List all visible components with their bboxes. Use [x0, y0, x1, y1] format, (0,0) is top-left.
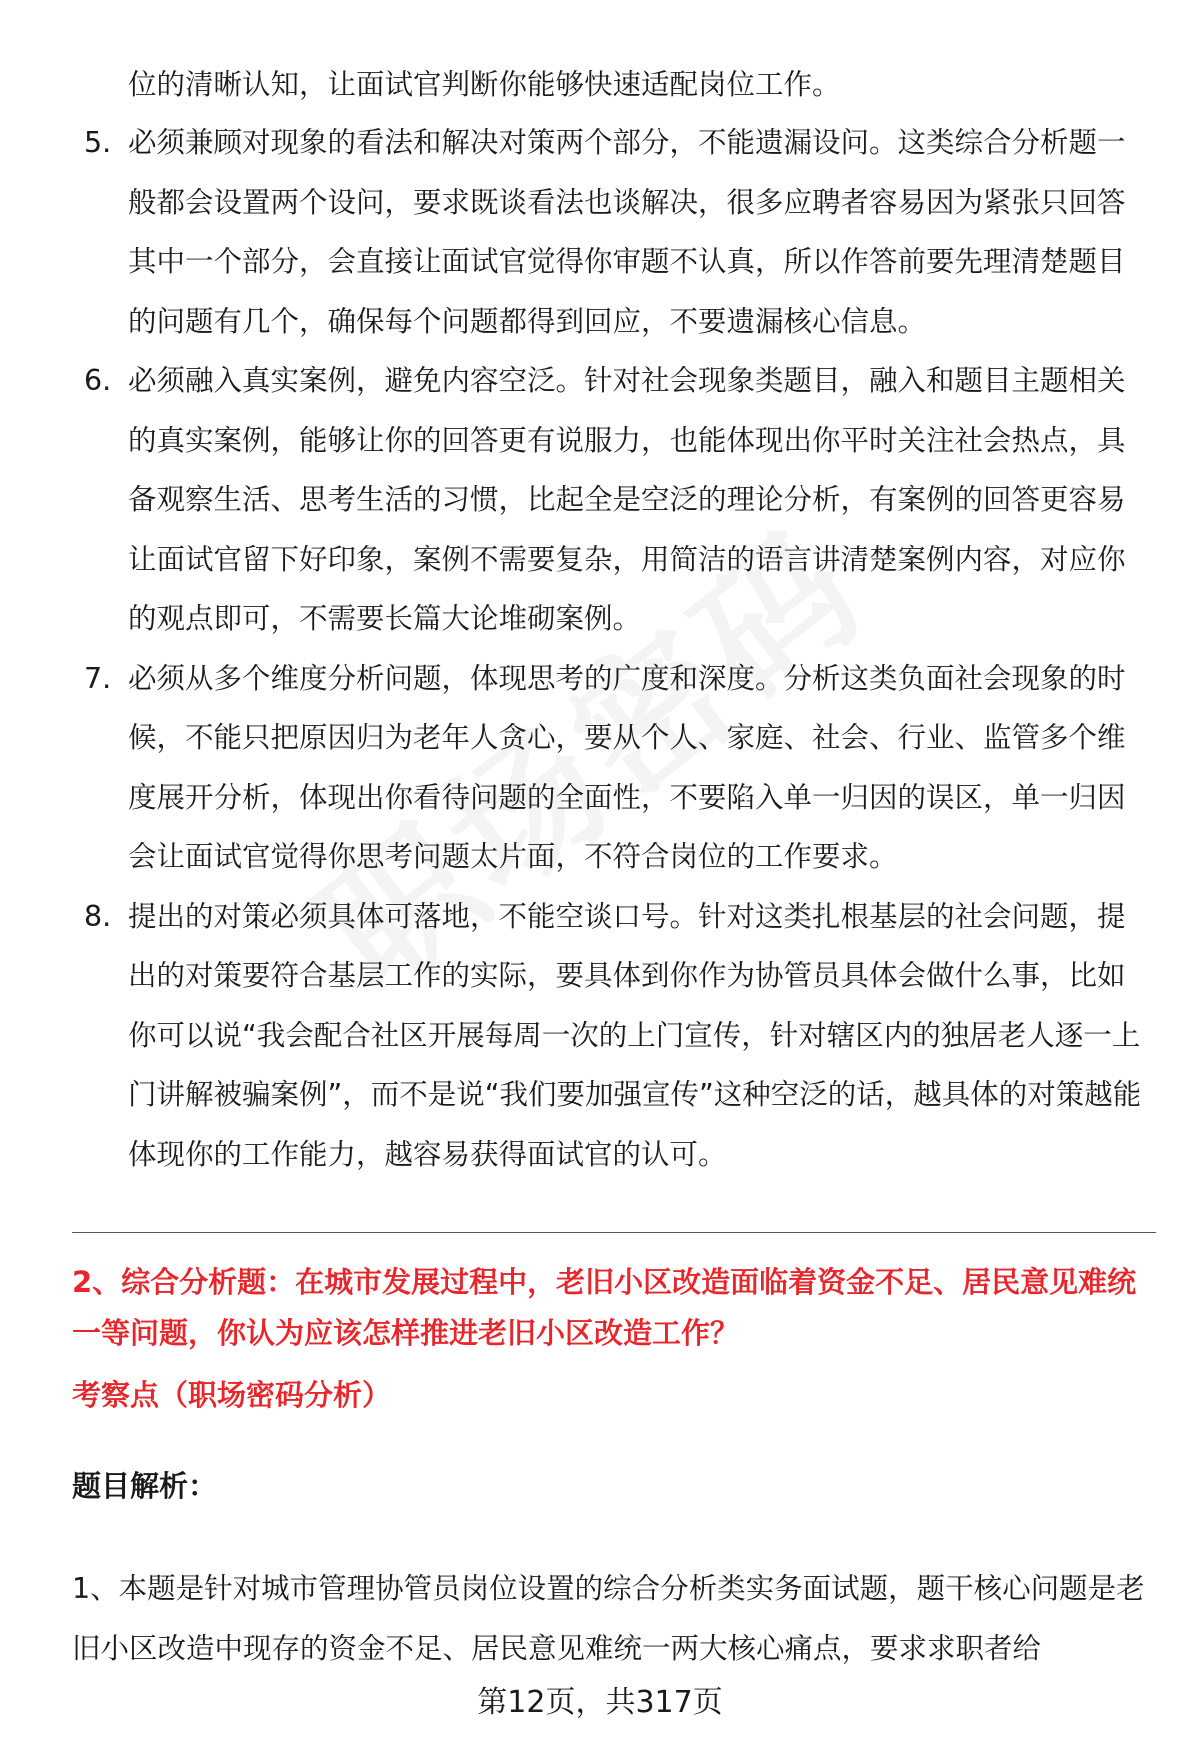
- analysis-paragraph: 1、本题是针对城市管理协管员岗位设置的综合分析类实务面试题，题干核心问题是老旧小区改造中现存的资金不足、居民意见难统一两大核心痛点，要求求职者给: [72, 1572, 1145, 1665]
- list-item-5: [0, 113, 1148, 351]
- list-number: 8.: [84, 899, 112, 933]
- exam-point-heading: 考察点（职场密码分析）: [72, 1378, 392, 1412]
- list-item-text: 必须兼顾对现象的看法和解决对策两个部分，不能遗漏设问。这类综合分析题一般都会设置两个设问，要求既谈看法也谈解决，很多应聘者容易因为紧张只回答其中一个部分，会直接让面试官觉得你审题不认真，所以作答前要先理清楚题目的问题有几个，确保每个问题都得到回应，不要遗漏核心信息。: [128, 126, 1126, 338]
- list-item-7: [0, 649, 1148, 887]
- list-item-6: [0, 351, 1148, 649]
- list-item-text: 提出的对策必须具体可落地，不能空谈口号。针对这类扎根基层的社会问题，提出的对策要符合基层工作的实际，要具体到你作为协管员具体会做什么事，比如你可以说“我会配合社区开展每周一次的上门宣传，针对辖区内的独居老人逐一上门讲解被骗案例”，而不是说“我们要加强宣传”这种空泛的话，越具体的对策越能体现你的工作能力，越容易获得面试官的认可。: [128, 899, 1142, 1171]
- list-item-text: 必须融入真实案例，避免内容空泛。针对社会现象类题目，融入和题目主题相关的真实案例，能够让你的回答更有说服力，也能体现出你平时关注社会热点，具备观察生活、思考生活的习惯，比起全是空泛的理论分析，有案例的回答更容易让面试官留下好印象，案例不需要复杂，用简洁的语言讲清楚案例内容，对应你的观点即可，不需要长篇大论堆砌案例。: [128, 364, 1126, 635]
- list-number: 5.: [84, 126, 112, 159]
- list-item-8: [0, 887, 1148, 1185]
- continuation-line: 位的清晰认知，让面试官判断你能够快速适配岗位工作。: [128, 68, 841, 101]
- list-number: 7.: [84, 661, 112, 695]
- question-title: 2、综合分析题：在城市发展过程中，老旧小区改造面临着资金不足、居民意见难统一等问题，你认为应该怎样推进老旧小区改造工作？: [72, 1265, 1137, 1350]
- page-footer: 第12页，共317页: [477, 1685, 723, 1720]
- numbered-list: [0, 113, 1160, 1184]
- section-divider: [72, 1232, 1156, 1233]
- list-item-text: 必须从多个维度分析问题，体现思考的广度和深度。分析这类负面社会现象的时候，不能只把原因归为老年人贪心，要从个人、家庭、社会、行业、监管多个维度展开分析，体现出你看待问题的全面性，不要陷入单一归因的误区，单一归因会让面试官觉得你思考问题太片面，不符合岗位的工作要求。: [128, 661, 1126, 873]
- analysis-heading: 题目解析：: [72, 1469, 218, 1503]
- list-number: 6.: [84, 364, 112, 397]
